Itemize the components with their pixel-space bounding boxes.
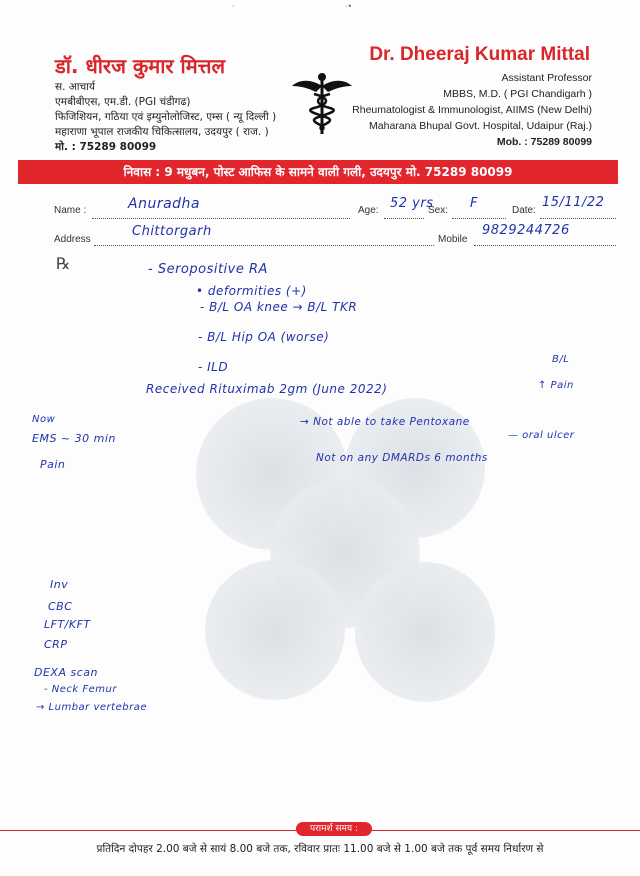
doctor-hospital-hindi: महाराणा भूपाल राजकीय चिकित्सालय, उदयपुर ( राज. ) <box>55 126 269 138</box>
left-note: Pain <box>40 458 66 471</box>
patient-age: 52 yrs <box>390 196 434 211</box>
doctor-specialty-hindi: फिजिशियन, गठिया एवं इम्युनोलोजिस्ट, एम्स ( न्यू दिल्ली ) <box>55 111 277 123</box>
foot-xray-image <box>205 560 345 700</box>
not-able-note: → Not able to take Pentoxane <box>300 416 470 428</box>
patient-sex: F <box>470 196 478 211</box>
knee-xray-image <box>355 562 495 702</box>
investigation-item: → Lumbar vertebrae <box>36 702 147 713</box>
diagnosis-line: - B/L Hip OA (worse) <box>198 330 330 344</box>
left-note: EMS ~ 30 min <box>32 432 116 445</box>
scan-mark: ·• <box>345 2 353 11</box>
address-label: Address <box>54 234 91 245</box>
caduceus-icon <box>292 72 352 136</box>
age-line <box>384 217 424 219</box>
address-band: निवास : 9 मधुबन, पोस्ट आफिस के सामने वाली गली, उदयपुर मो. 75289 80099 <box>18 160 618 184</box>
investigation-item: CBC <box>48 600 73 613</box>
doctor-name-hindi: डॉ. धीरज कुमार मित्तल <box>55 54 226 78</box>
address-line <box>94 244 434 246</box>
investigation-item: Inv <box>50 578 69 591</box>
investigation-item: DEXA scan <box>34 666 98 679</box>
doctor-hospital-english: Maharana Bhupal Govt. Hospital, Udaipur (Raj.) <box>369 120 592 132</box>
sex-label: Sex: <box>428 205 449 216</box>
investigation-item: - Neck Femur <box>44 684 117 695</box>
mobile-label: Mobile <box>438 234 468 245</box>
patient-address: Chittorgarh <box>132 224 212 239</box>
mobile-line <box>474 244 616 246</box>
received-treatment: Received Rituximab 2gm (June 2022) <box>146 382 388 396</box>
date-label: Date: <box>512 205 536 216</box>
left-note: Now <box>32 414 56 425</box>
visit-date: 15/11/22 <box>542 195 605 210</box>
scan-mark: · <box>232 2 235 11</box>
patient-name: Anuradha <box>128 196 200 212</box>
patient-mobile: 9829244726 <box>482 223 570 238</box>
doctor-title-hindi: स. आचार्य <box>55 81 95 93</box>
right-note: B/L <box>552 354 570 365</box>
rx-symbol: ℞ <box>56 254 71 273</box>
name-label: Name : <box>54 205 87 216</box>
diagnosis-line: - B/L OA knee → B/L TKR <box>200 300 358 314</box>
doctor-specialty-english: Rheumatologist & Immunologist, AIIMS (New Delhi) <box>352 104 592 116</box>
age-label: Age: <box>358 205 379 216</box>
diagnosis-line: - ILD <box>198 360 229 374</box>
sex-line <box>452 217 506 219</box>
consultation-time-badge: परामर्श समय : <box>296 822 372 836</box>
doctor-mobile-hindi: मो. : 75289 80099 <box>55 141 157 153</box>
dmards-note: Not on any DMARDs 6 months <box>316 452 488 464</box>
consultation-timing: प्रतिदिन दोपहर 2.00 बजे से सायं 8.00 बजे तक, रविवार प्रातः 11.00 बजे से 1.00 बजे तक पूर्व समय निर्धारण से <box>96 843 544 855</box>
oral-ulcer-note: — oral ulcer <box>508 430 575 441</box>
doctor-name-english: Dr. Dheeraj Kumar Mittal <box>369 44 590 65</box>
name-line <box>92 217 350 219</box>
diagnosis-line: • deformities (+) <box>196 284 307 298</box>
diagnosis-line: - Seropositive RA <box>148 262 268 277</box>
doctor-title-english: Assistant Professor <box>501 72 592 84</box>
date-line <box>540 217 616 219</box>
investigation-item: LFT/KFT <box>44 618 91 631</box>
doctor-mobile-english: Mob. : 75289 80099 <box>496 136 592 148</box>
doctor-degrees-english: MBBS, M.D. ( PGI Chandigarh ) <box>443 88 592 100</box>
doctor-degrees-hindi: एमबीबीएस, एम.डी. (PGI चंडीगढ) <box>55 96 191 108</box>
investigation-item: CRP <box>44 638 68 651</box>
right-note: ↑ Pain <box>538 380 574 391</box>
